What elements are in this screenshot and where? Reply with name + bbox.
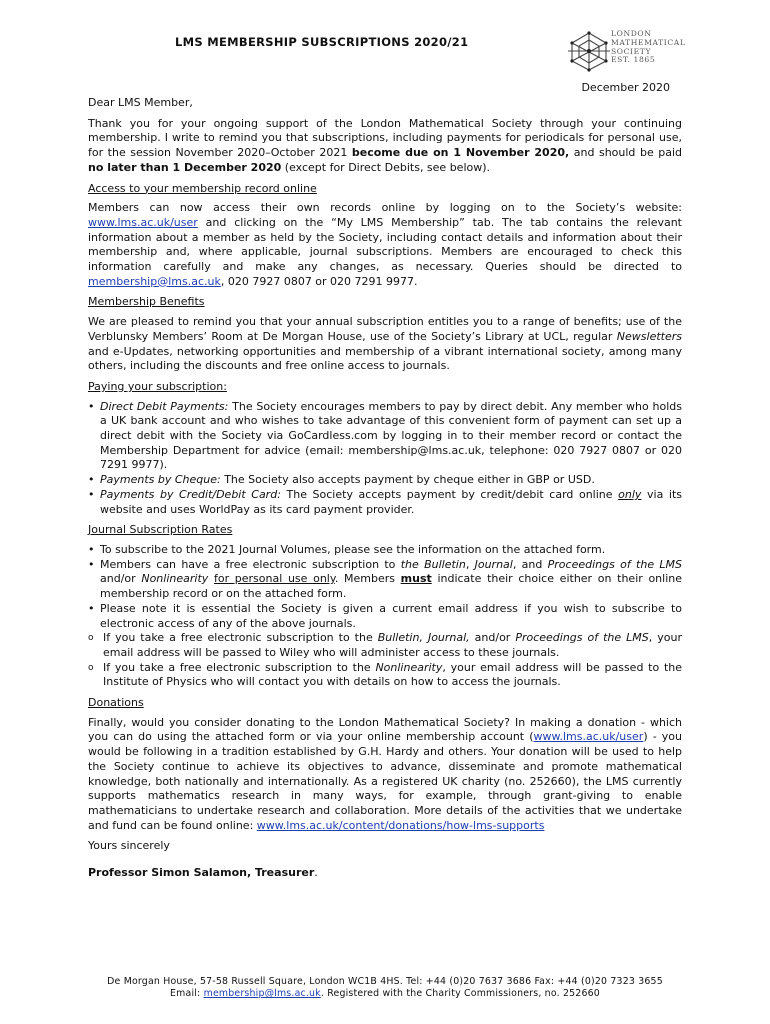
- salutation: Dear LMS Member,: [88, 96, 193, 109]
- list-item: [88, 488, 682, 517]
- journal-name: Proceedings of the LMS: [515, 631, 649, 645]
- letter-date: December 2020: [581, 81, 670, 94]
- item-label: Payments by Credit/Debit Card:: [100, 487, 281, 501]
- lms-emblem-icon: [568, 30, 610, 72]
- benefits-text: We are pleased to remind you that your annual subscription entitles you to a range of benefits; use of the Verblunsky Members’ Room at De Morgan House, use of the Society’s Library at UCL, regular: [88, 315, 682, 343]
- user-link[interactable]: www.lms.ac.uk/user: [533, 730, 644, 744]
- paying-heading: Paying your subscription:: [88, 379, 227, 393]
- access-text: , 020 7927 0807 or 020 7291 9977.: [220, 274, 418, 288]
- footer-email-link[interactable]: membership@lms.ac.uk: [203, 988, 321, 1000]
- item-text: indicate their choice either on their online membership record or on the attached form.: [100, 572, 683, 601]
- item-label: Direct Debit Payments:: [100, 399, 229, 413]
- item-text: Members can have a free electronic subscription to: [100, 557, 401, 571]
- footer-line2: [88, 988, 682, 1000]
- item-text: The Society encourages members to pay by direct debit. Any member who holds a UK bank account and who wishes to take advantage of this convenient form of payment can set up a direct debit with the Society via GoCardless.com by logging in to their member record or contact the Membership Department for advice (email: membership@lms.ac.uk, telephone: 020 7927 0807 or 020 7291 9977).: [100, 399, 682, 472]
- donations-text: ) - you would be following in a tradition established by G.H. Hardy and others. Your donation will be used to help the Society continue to achieve its objectives to advance, disseminate and promote mathematical knowledge, both nationally and internationally. As a registered UK charity (no. 252660), the LMS currently supports mathematics research in many ways, for example, through grant-giving to enable mathematicians to undertake research and collaboration. More details of the activities that we undertake and fund can be found online:: [88, 730, 682, 832]
- journal-name: Nonlinearity: [375, 660, 443, 674]
- footer: [88, 976, 682, 1001]
- list-item: [88, 400, 682, 474]
- intro-text: (except for Direct Debits, see below).: [281, 160, 491, 174]
- personal-use-text: for personal use only: [213, 572, 335, 586]
- benefits-paragraph: [88, 315, 682, 374]
- donations-link[interactable]: www.lms.ac.uk/content/donations/how-lms-supports: [256, 818, 545, 832]
- only-text: only: [618, 487, 642, 501]
- journal-list: [88, 543, 682, 690]
- due-date: become due on 1 November 2020,: [351, 146, 570, 160]
- access-text: Members can now access their own records online by logging on to the Society’s website:: [88, 201, 682, 215]
- access-heading: Access to your membership record online: [88, 181, 317, 195]
- closing: Yours sincerely: [88, 839, 170, 853]
- list-item: [88, 558, 682, 602]
- membership-email-link[interactable]: membership@lms.ac.uk: [88, 274, 221, 288]
- list-item: • Please note it is essential the Society is given a current email address if you wish to subscribe to electronic access of any of the above journals.: [88, 602, 682, 631]
- item-label: Payments by Cheque:: [100, 473, 221, 487]
- item-text: and/or: [100, 572, 142, 586]
- logo-line: EST. 1865: [611, 55, 656, 65]
- item-text: If you take a free electronic subscription to the: [103, 631, 378, 645]
- deadline-date: no later than 1 December 2020: [88, 160, 282, 174]
- item-text: If you take a free electronic subscription to the: [103, 660, 376, 674]
- logo-line: LONDON: [611, 29, 652, 38]
- footer-email-label: Email:: [170, 988, 204, 1000]
- item-text: and/or: [469, 631, 516, 645]
- journal-name: Nonlinearity: [141, 572, 209, 586]
- journal-name: Bulletin, Journal,: [377, 631, 470, 645]
- benefits-text: and e-Updates, networking opportunities and membership of a vibrant international society, among many others, including the discounts and free online access to journals.: [88, 344, 682, 373]
- item-text: The Society accepts payment by credit/debit card online: [280, 487, 619, 501]
- item-text: . Members: [334, 572, 401, 586]
- footer-charity-text: . Registered with the Charity Commissioners, no. 252660: [320, 988, 600, 1000]
- page-title: LMS MEMBERSHIP SUBSCRIPTIONS 2020/21: [175, 35, 469, 49]
- signature-period: .: [314, 866, 318, 880]
- item-text: , and: [512, 557, 548, 571]
- list-item: • To subscribe to the 2021 Journal Volumes, please see the information on the attached form.: [88, 543, 682, 558]
- item-text: , your email address will be passed to Wiley who will administer access to these journals.: [103, 631, 682, 659]
- benefits-heading: Membership Benefits: [88, 295, 205, 309]
- logo-line: MATHEMATICAL: [611, 37, 686, 47]
- donations-heading: Donations: [88, 696, 144, 710]
- must-text: must: [400, 572, 432, 586]
- item-text: , your email address will be passed to the Institute of Physics who will contact you with details on how to access the journals.: [103, 660, 683, 689]
- logo-line: SOCIETY: [611, 46, 652, 56]
- intro-paragraph: [88, 117, 682, 176]
- journal-name: Journal: [474, 557, 513, 571]
- item-text: The Society also accepts payment by cheque either in GBP or USD.: [220, 473, 595, 487]
- letter-body: [88, 96, 682, 887]
- payment-list: [88, 400, 682, 518]
- lms-logo: [568, 29, 686, 74]
- footer-address: De Morgan House, 57-58 Russell Square, London WC1B 4HS. Tel: +44 (0)20 7637 3686 Fax: +44 (0)20 7323 3655: [107, 976, 663, 987]
- sub-list-item: [86, 661, 682, 690]
- user-link[interactable]: www.lms.ac.uk/user: [88, 215, 198, 229]
- journals-heading: Journal Subscription Rates: [88, 523, 233, 537]
- signature: [88, 866, 682, 881]
- journal-name: Proceedings of the LMS: [547, 557, 682, 571]
- newsletters-text: Newsletters: [616, 329, 682, 343]
- journal-name: the Bulletin: [400, 557, 466, 571]
- intro-text: Thank you for your ongoing support of the London Mathematical Society through your continuing membership. I write to remind you that subscriptions, including payments for periodicals for personal use, for the session November 2020–October 2021: [88, 116, 682, 160]
- signature-name: Professor Simon Salamon, Treasurer: [88, 866, 315, 880]
- donations-paragraph: [88, 716, 682, 834]
- access-paragraph: [88, 201, 682, 289]
- sub-list-item: [86, 631, 682, 660]
- access-text: and clicking on the “My LMS Membership” tab. The tab contains the relevant information about a member as held by the Society, including contact details and information about their membership and, where applicable, journal subscriptions. Members are encouraged to check this information carefully and make any changes, as necessary. Queries should be directed to: [88, 215, 682, 274]
- donations-text: Finally, would you consider donating to the London Mathematical Society? In making a donation - which you can do using the attached form or via your online membership account (: [88, 715, 682, 744]
- intro-text: and should be paid: [569, 146, 683, 160]
- item-text: via its website and uses WorldPay as its card payment provider.: [100, 487, 682, 516]
- logo-text: [611, 30, 686, 65]
- list-item: [88, 473, 682, 488]
- item-text: ,: [465, 557, 475, 571]
